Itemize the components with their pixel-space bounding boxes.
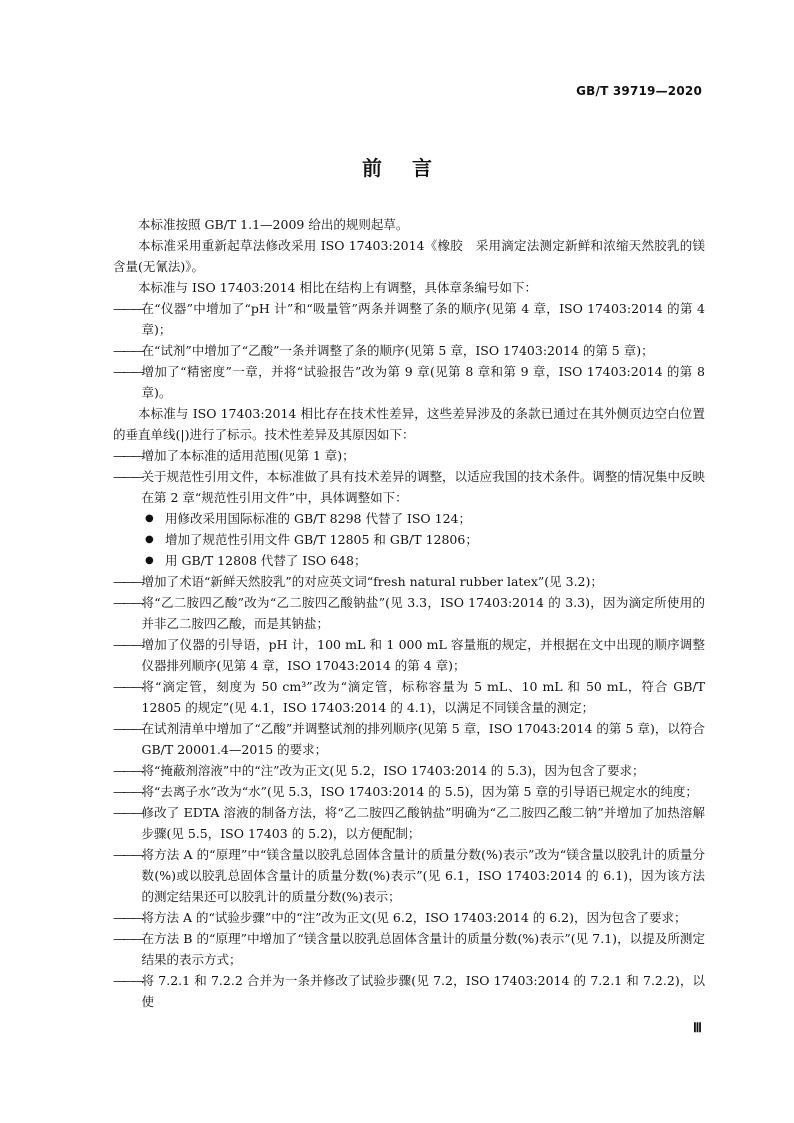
- dash-list-item: [113, 718, 705, 760]
- list-item-text: 增加了本标准的适用范围(见第 1 章)；: [141, 448, 355, 463]
- page-title: 前言: [362, 156, 462, 180]
- list-item-text: 在方法 B 的“原理”中增加了“镁含量以胶乳总固体含量计的质量分数(%)表示”(见 7.1)，以提及所测定结果的表示方式；: [141, 931, 705, 967]
- dash-marker: ———: [113, 595, 142, 610]
- list-item-text: 将“乙二胺四乙酸”改为“乙二胺四乙酸钠盐”(见 3.3，ISO 17403:2014 的 3.3)，因为滴定所使用的并非乙二胺四乙酸，而是其钠盐；: [141, 595, 705, 631]
- list-item-text: 修改了 EDTA 溶液的制备方法，将“乙二胺四乙酸钠盐”明确为“乙二胺四乙酸二钠”并增加了加热溶解步骤(见 5.5，ISO 17403 的 5.2)，以方便配制；: [141, 805, 705, 841]
- dash-marker: ———: [113, 301, 142, 316]
- dash-list-item: [113, 760, 705, 781]
- list-item-text: 在试剂清单中增加了“乙酸”并调整试剂的排列顺序(见第 5 章，ISO 17043:2014 的第 5 章)，以符合 GB/T 20001.4—2015 的要求；: [141, 721, 705, 757]
- list-item-text: 在“仪器”中增加了“pH 计”和“吸量管”两条并调整了条的顺序(见第 4 章，ISO 17403:2014 的第 4 章)；: [141, 301, 705, 337]
- paragraph: 本标准按照 GB/T 1.1—2009 给出的规则起草。: [138, 217, 409, 232]
- dash-list-item: [113, 676, 705, 718]
- dash-marker: ———: [113, 784, 142, 799]
- paragraph: 本标准与 ISO 17403:2014 相比存在技术性差异，这些差异涉及的条款已通过在其外侧页边空白位置的垂直单线(|)进行了标示。技术性差异及其原因如下：: [113, 406, 705, 442]
- dash-marker: ———: [113, 763, 142, 778]
- paragraph: 本标准与 ISO 17403:2014 相比在结构上有调整，具体章条编号如下：: [138, 280, 537, 295]
- dash-list-item: [113, 634, 705, 676]
- list-item-text: 增加了仪器的引导语，pH 计，100 mL 和 1 000 mL 容量瓶的规定，并根据在文中出现的顺序调整仪器排列顺序(见第 4 章，ISO 17043:2014 的第 4 章)；: [141, 637, 705, 673]
- dash-marker: ———: [113, 679, 142, 694]
- list-item-text: 将“掩蔽剂溶液”中的“注”改为正文(见 5.2，ISO 17403:2014 的 5.3)，因为包含了要求；: [141, 763, 645, 778]
- list-item-text: 将方法 A 的“试验步骤”中的“注”改为正文(见 6.2，ISO 17403:2014 的 6.2)，因为包含了要求；: [141, 910, 687, 925]
- list-item-text: 将“去离子水”改为“水”(见 5.3，ISO 17403:2014 的 5.5)，因为第 5 章的引导语已规定水的纯度；: [141, 784, 698, 799]
- dash-marker: ———: [113, 448, 142, 463]
- bullet-dot-icon: ●: [145, 555, 154, 566]
- bullet-item-text: 用修改采用国际标准的 GB/T 8298 代替了 ISO 124；: [165, 511, 472, 526]
- dash-list-item: [113, 802, 705, 844]
- bullet-item-text: 用 GB/T 12808 代替了 ISO 648；: [165, 553, 367, 568]
- paragraph: 本标准采用重新起草法修改采用 ISO 17403:2014《橡胶 采用滴定法测定新鲜和浓缩天然胶乳的镁含量(无氰法)》。: [113, 238, 705, 274]
- list-item-text: 增加了术语“新鲜天然胶乳”的对应英文词“fresh natural rubber latex”(见 3.2)；: [141, 574, 603, 589]
- bullet-list-item: [113, 550, 705, 571]
- list-item-text: 增加了“精密度”一章，并将“试验报告”改为第 9 章(见第 8 章和第 9 章，ISO 17403:2014 的第 8 章)。: [141, 364, 705, 400]
- dash-list-item: [113, 781, 705, 802]
- dash-marker: ———: [113, 574, 142, 589]
- dash-list-item: [113, 298, 705, 340]
- list-item-text: 关于规范性引用文件，本标准做了具有技术差异的调整，以适应我国的技术条件。调整的情况集中反映在第 2 章“规范性引用文件”中，具体调整如下：: [141, 469, 705, 505]
- dash-list-item: [113, 928, 705, 970]
- dash-marker: ———: [113, 910, 142, 925]
- dash-marker: ———: [113, 805, 142, 820]
- dash-marker: ———: [113, 931, 142, 946]
- list-item-text: 将“滴定管，刻度为 50 cm³”改为“滴定管，标称容量为 5 mL、10 mL 和 50 mL，符合 GB/T 12805 的规定”(见 4.1，ISO 17403:2014 的 4.1)，以满足不同镁含量的测定；: [141, 679, 705, 715]
- dash-list-item: [113, 907, 705, 928]
- list-item-text: 将方法 A 的“原理”中“镁含量以胶乳总固体含量计的质量分数(%)表示”改为“镁含量以胶乳计的质量分数(%)或以胶乳总固体含量计的质量分数(%)表示”(见 6.1，ISO 17403:2014 的 6.1)，因为该方法的测定结果还可以胶乳计的质量分数(%)表示；: [141, 847, 705, 904]
- dash-list-item: [113, 340, 705, 361]
- bullet-list-item: [113, 529, 705, 550]
- dash-list-item: [113, 970, 705, 1012]
- bullet-dot-icon: ●: [145, 513, 154, 524]
- bullet-list-item: [113, 508, 705, 529]
- list-item-text: 将 7.2.1 和 7.2.2 合并为一条并修改了试验步骤(见 7.2，ISO 17403:2014 的 7.2.1 和 7.2.2)，以使: [141, 973, 705, 1009]
- document-body: [113, 214, 705, 1012]
- dash-list-item: [113, 361, 705, 403]
- standard-code: GB/T 39719—2020: [576, 84, 702, 98]
- dash-marker: ———: [113, 364, 142, 379]
- dash-list-item: [113, 466, 705, 508]
- dash-list-item: [113, 571, 705, 592]
- dash-marker: ———: [113, 469, 142, 484]
- dash-marker: ———: [113, 973, 142, 988]
- bullet-dot-icon: ●: [145, 534, 154, 545]
- dash-marker: ———: [113, 721, 142, 736]
- bullet-item-text: 增加了规范性引用文件 GB/T 12805 和 GB/T 12806；: [165, 532, 478, 547]
- list-item-text: 在“试剂”中增加了“乙酸”一条并调整了条的顺序(见第 5 章，ISO 17403:2014 的第 5 章)；: [141, 343, 654, 358]
- dash-marker: ———: [113, 343, 142, 358]
- dash-marker: ———: [113, 847, 142, 862]
- dash-marker: ———: [113, 637, 142, 652]
- page-number: Ⅲ: [693, 1020, 702, 1035]
- dash-list-item: [113, 445, 705, 466]
- dash-list-item: [113, 844, 705, 907]
- dash-list-item: [113, 592, 705, 634]
